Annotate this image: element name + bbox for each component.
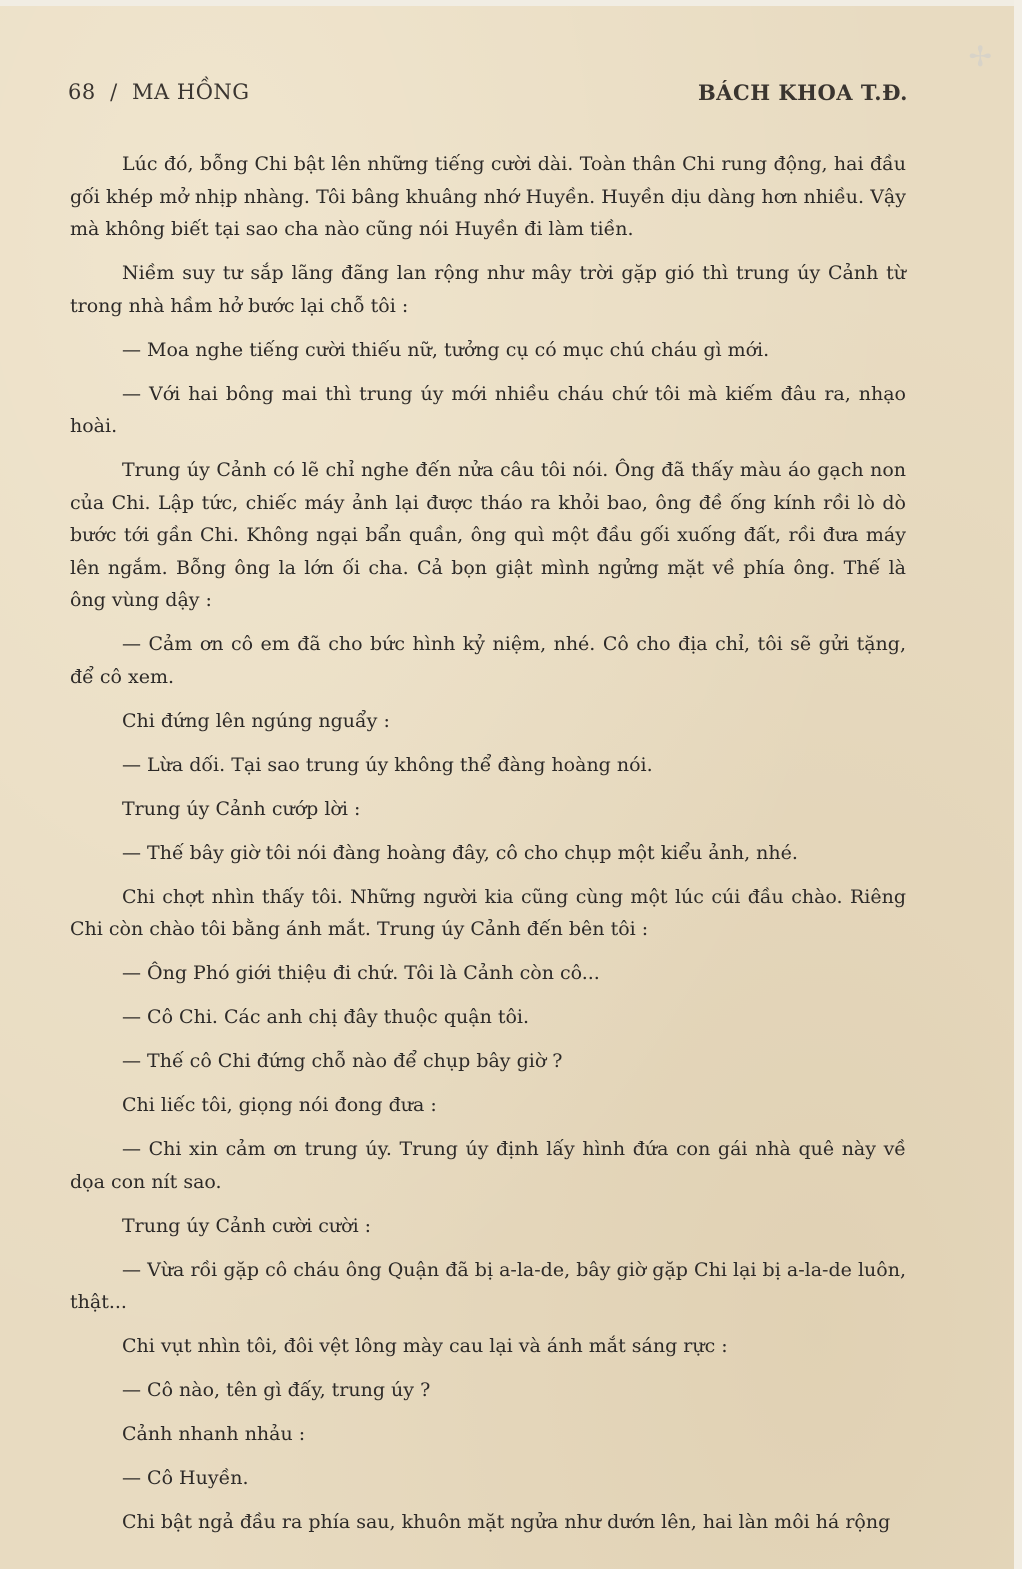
paragraph: Lúc đó, bỗng Chi bật lên những tiếng cười dài. Toàn thân Chi rung động, hai đầu gối khép mở nhịp nhàng. Tôi bâng khuâng nhớ Huyền. Huyền dịu dàng hơn nhiều. Vậy mà không biết tại sao cha nào cũng nói Huyền đi làm tiền. [70,153,906,240]
paragraph: — Ông Phó giới thiệu đi chứ. Tôi là Cảnh còn cô... [122,962,600,984]
paragraph: — Cô Chi. Các anh chị đây thuộc quận tôi. [122,1006,530,1028]
paragraph: — Vừa rồi gặp cô cháu ông Quận đã bị a-la-de, bây giờ gặp Chi lại bị a-la-de luôn, thật... [70,1258,906,1313]
paragraph: — Cảm ơn cô em đã cho bức hình kỷ niệm, nhé. Cô cho địa chỉ, tôi sẽ gửi tặng, để cô xem. [70,633,906,688]
paragraph: Chi đứng lên ngúng nguẩy : [122,709,390,732]
paragraph: — Lừa dối. Tại sao trung úy không thể đàng hoàng nói. [122,753,653,776]
paragraph: Chi vụt nhìn tôi, đôi vệt lông mày cau lại và ánh mắt sáng rực : [122,1335,728,1357]
paragraph: — Chi xin cảm ơn trung úy. Trung úy định lấy hình đứa con gái nhà quê này về dọa con nít sao. [70,1138,906,1193]
paragraph: — Cô nào, tên gì đấy, trung úy ? [122,1379,431,1401]
paragraph: Trung úy Cảnh cười cười : [122,1214,372,1237]
paragraph: — Với hai bông mai thì trung úy mới nhiều cháu chứ tôi mà kiếm đâu ra, nhạo hoài. [70,382,906,437]
paragraph: — Moa nghe tiếng cười thiếu nữ, tưởng cụ có mục chú cháu gì mới. [122,338,770,361]
paragraph: Niềm suy tư sắp lãng đãng lan rộng như mây trời gặp gió thì trung úy Cảnh từ trong nhà hầm hở bước lại chỗ tôi : [70,262,906,317]
publication-name: BÁCH KHOA T.Đ. [697,80,908,105]
page-number: 68 [68,80,96,104]
author-name: MA HỒNG [132,80,250,104]
page-top-edge [0,0,1022,6]
paragraph: Chi bật ngả đầu ra phía sau, khuôn mặt ngửa như dướn lên, hai làn môi há rộng [122,1511,891,1533]
paragraph: Chi chợt nhìn thấy tôi. Những người kia cũng cùng một lúc cúi đầu chào. Riêng Chi còn chào tôi bằng ánh mắt. Trung úy Cảnh đến bên tôi : [70,885,906,940]
header-separator: / [110,80,118,104]
page-right-edge [1014,0,1022,1569]
body-text [70,148,906,1550]
header-left [68,80,250,104]
running-header [68,80,908,120]
paragraph: Trung úy Cảnh cướp lời : [122,797,361,820]
paragraph: Trung úy Cảnh có lẽ chỉ nghe đến nửa câu tôi nói. Ông đã thấy màu áo gạch non của Chi. Lập tức, chiếc máy ảnh lại được tháo ra khỏi bao, ông đề ống kính rồi lò dò bước tới gần Chi. Không ngại bẩn quần, ông quì một đầu gối xuống đất, rồi đưa máy lên ngắm. Bỗng ông la lớn ối cha. Cả bọn giật mình ngửng mặt về phía ông. Thế là ông vùng dậy : [70,459,906,611]
paragraph: — Thế cô Chi đứng chỗ nào để chụp bây giờ ? [122,1050,563,1072]
paragraph: Cảnh nhanh nhảu : [122,1423,306,1445]
paragraph: — Thế bây giờ tôi nói đàng hoàng đây, cô cho chụp một kiểu ảnh, nhé. [122,841,798,864]
paragraph: Chi liếc tôi, giọng nói đong đưa : [122,1094,437,1116]
corner-mark-icon: ✢ [968,40,992,73]
paragraph: — Cô Huyền. [122,1467,249,1489]
